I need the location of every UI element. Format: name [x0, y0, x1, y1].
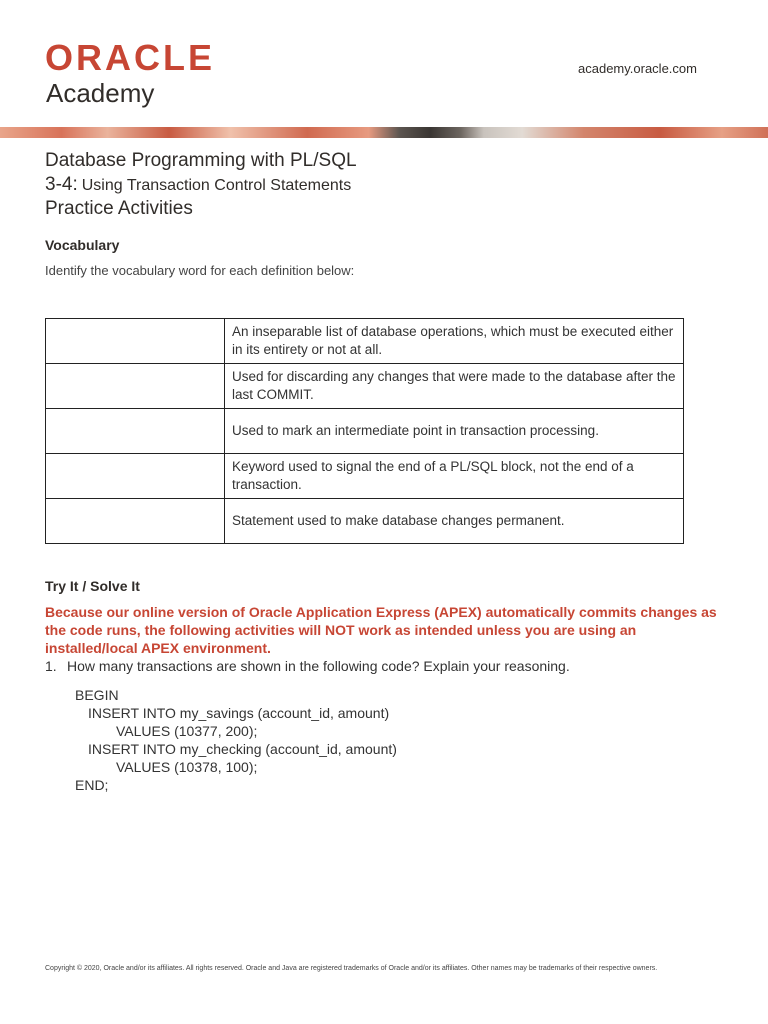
try-it-heading: Try It / Solve It — [45, 578, 140, 594]
code-line: END; — [75, 777, 109, 793]
table-row — [46, 409, 684, 454]
definition-cell: Used for discarding any changes that were made to the database after the last COMMIT. — [225, 364, 684, 409]
lesson-number: 3-4: — [45, 174, 78, 195]
answer-cell[interactable] — [46, 364, 225, 409]
vocabulary-table — [45, 318, 684, 544]
code-line: VALUES (10378, 100); — [116, 759, 258, 775]
table-row — [46, 454, 684, 499]
question-text: How many transactions are shown in the following code? Explain your reasoning. — [67, 658, 570, 674]
answer-cell[interactable] — [46, 319, 225, 364]
definition-cell: Statement used to make database changes permanent. — [225, 499, 684, 544]
code-line: BEGIN — [75, 687, 119, 703]
answer-cell[interactable] — [46, 409, 225, 454]
course-title: Database Programming with PL/SQL — [45, 150, 357, 171]
decorative-banner — [0, 127, 768, 138]
definition-cell: An inseparable list of database operations, which must be executed either in its entirety or not at all. — [225, 319, 684, 364]
code-line: INSERT INTO my_checking (account_id, amount) — [88, 741, 397, 757]
code-line: VALUES (10377, 200); — [116, 723, 258, 739]
definition-cell: Used to mark an intermediate point in transaction processing. — [225, 409, 684, 454]
section-title: Practice Activities — [45, 198, 193, 219]
definition-cell: Keyword used to signal the end of a PL/SQL block, not the end of a transaction. — [225, 454, 684, 499]
site-url: academy.oracle.com — [578, 61, 697, 76]
vocabulary-heading: Vocabulary — [45, 237, 120, 253]
academy-label: Academy — [46, 78, 155, 108]
table-row — [46, 364, 684, 409]
code-block — [75, 686, 397, 794]
lesson-name: Using Transaction Control Statements — [81, 177, 352, 194]
lesson-title — [45, 174, 351, 196]
apex-warning: Because our online version of Oracle Application Express (APEX) automatically commits changes as the code runs, the following activities will NOT work as intended unless you are using an installed/local APEX environment. — [45, 604, 717, 656]
answer-cell[interactable] — [46, 454, 225, 499]
vocabulary-instructions: Identify the vocabulary word for each definition below: — [45, 263, 355, 278]
copyright-footer: Copyright © 2020, Oracle and/or its affiliates. All rights reserved. Oracle and Java are registered trademarks of Oracle and/or its affiliates. Other names may be trademarks of their respective owners. — [45, 965, 658, 972]
question-number: 1. — [45, 658, 57, 674]
answer-cell[interactable] — [46, 499, 225, 544]
question-1 — [45, 657, 725, 675]
table-row — [46, 499, 684, 544]
oracle-logo: ORACLE — [45, 37, 215, 78]
table-row — [46, 319, 684, 364]
code-line: INSERT INTO my_savings (account_id, amount) — [88, 705, 390, 721]
